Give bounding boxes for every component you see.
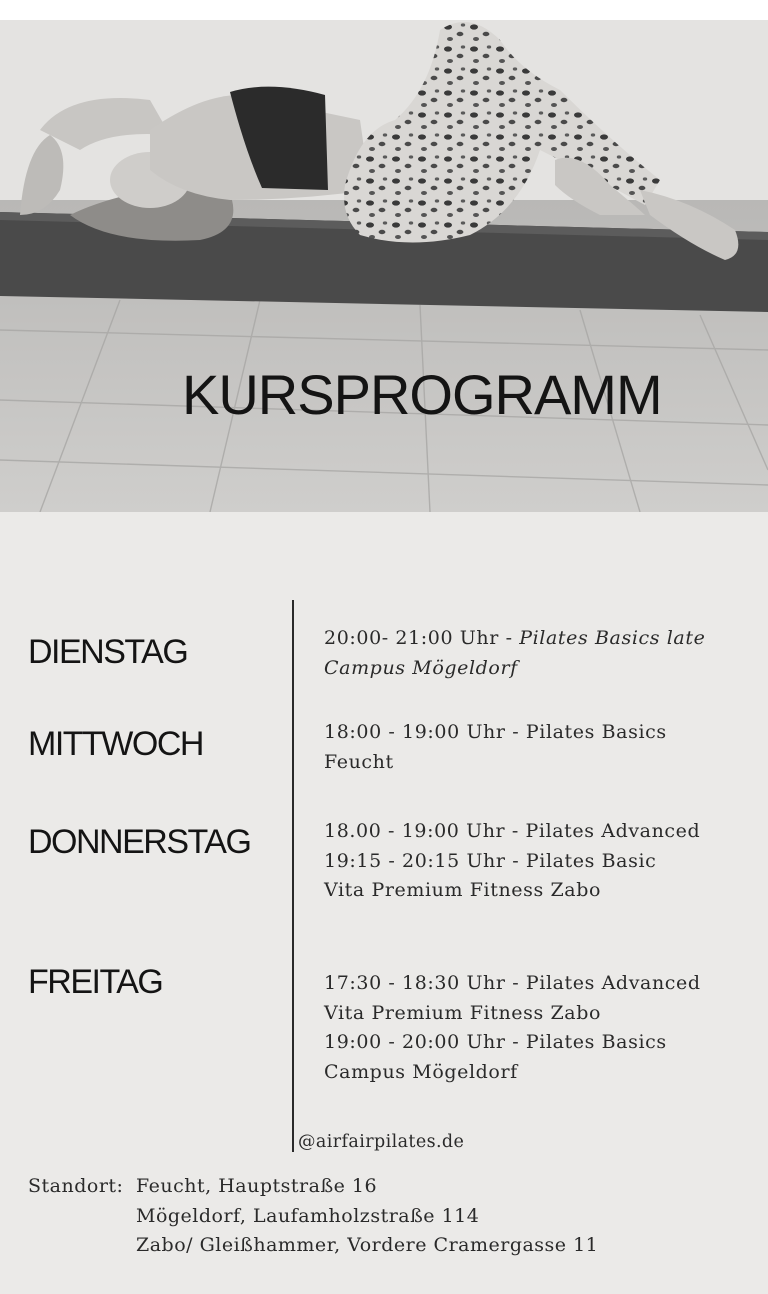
location-item: Mögeldorf, Laufamholzstraße 114 <box>136 1204 480 1227</box>
hero-photo-illustration <box>0 0 768 512</box>
schedule-line: 20:00- 21:00 Uhr - Pilates Basics late <box>324 627 706 649</box>
day-label-donnerstag: DONNERSTAG <box>28 823 251 861</box>
location-item: Zabo/ Gleißhammer, Vordere Cramergasse 11 <box>136 1234 599 1256</box>
locations-label: Standort: <box>28 1175 124 1197</box>
day-label-mittwoch: MITTWOCH <box>28 725 203 763</box>
schedule-donnerstag <box>324 817 700 906</box>
schedule-line: 18:00 - 19:00 Uhr - Pilates Basics <box>324 721 667 743</box>
schedule-line: Vita Premium Fitness Zabo <box>324 879 602 901</box>
schedule-dienstag <box>324 624 705 683</box>
schedule-line: Campus Mögeldorf <box>324 1060 518 1083</box>
hero-photo <box>0 0 768 512</box>
column-divider <box>292 600 294 1152</box>
schedule-line: Feucht <box>324 750 394 773</box>
schedule-line: 18.00 - 19:00 Uhr - Pilates Advanced <box>324 820 701 842</box>
schedule-line: 17:30 - 18:30 Uhr - Pilates Advanced <box>324 972 701 994</box>
day-label-freitag: FREITAG <box>28 963 163 1001</box>
schedule-line: Campus Mögeldorf <box>324 656 518 679</box>
page-title: KURSPROGRAMM <box>182 363 662 426</box>
schedule-line: Vita Premium Fitness Zabo <box>324 1001 602 1024</box>
schedule-mittwoch <box>324 718 667 777</box>
day-label-dienstag: DIENSTAG <box>28 633 188 671</box>
schedule-line: 19:00 - 20:00 Uhr - Pilates Basics <box>324 1031 667 1053</box>
schedule-freitag <box>324 969 701 1087</box>
website-handle: @airfairpilates.de <box>298 1132 465 1152</box>
location-item: Feucht, Hauptstraße 16 <box>136 1175 378 1197</box>
schedule-line: 19:15 - 20:15 Uhr - Pilates Basic <box>324 849 657 872</box>
